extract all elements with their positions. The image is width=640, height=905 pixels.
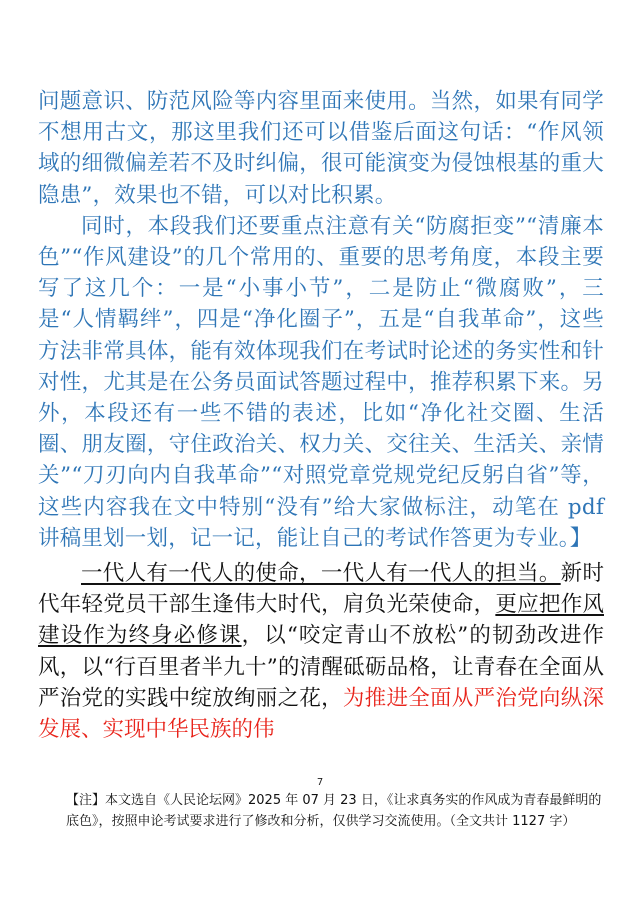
commentary-paragraph-2: 同时，本段我们还要重点注意有关“防腐拒变”“清廉本色”“作风建设”的几个常用的、重要的思考角度，本段主要写了这几个：一是“小事小节”，二是防止“微腐败”，三是“人情羁绊”，四是“净化圈子”，五是“自我革命”，这些方法非常具体，能有效体现我们在考试时论述的务实性和针对性，尤其是在公务员面试答题过程中，推荐积累下来。另外，本段还有一些不错的表述，比如“净化社交圈、生活圈、朋友圈，守住政治关、权力关、交往关、生活关、亲情关”“刀刃向内自我革命”“对照党章党规党纪反躬自省”等，这些内容我在文中特别“没有”给大家做标注，动笔在 pdf 讲稿里划一划，记一记，能让自己的考试作答更为专业。】 [38,213,604,551]
blue-commentary [38,86,604,554]
commentary-paragraph-1: 问题意识、防范风险等内容里面来使用。当然，如果有同学不想用古文，那这里我们还可以借鉴后面这句话：“作风领域的细微偏差若不及时纠偏，很可能演变为侵蚀根基的重大隐患”，效果也不错，可以对比积累。 [38,89,604,208]
footnote [38,790,604,832]
red-highlight: 为推进全面从严治党向纵深发展、实现中华民族的伟 [38,685,604,743]
page-number: 7 [316,777,324,788]
underlined-opening: 一代人有一代人的使命，一代人有一代人的担当。 [81,561,561,587]
article-paragraph [38,558,604,745]
page-body [38,86,604,745]
underlined-phrase: 更应把作风建设作为终身必修课 [38,592,604,649]
footnote-text: 【注】本文选自《人民论坛网》2025 年 07 月 23 日，《让求真务实的作风成为青春最鲜明的底色》，按照申论考试要求进行了修改和分析，仅供学习交流使用。（全文共计 1127 字） [66,793,602,829]
article-text-1: 新时代年轻党员干部生逢伟大时代，肩负光荣使命， [38,561,604,618]
article-text-2: ，以“咬定青山不放松”的韧劲改进作风，以“行百里者半九十”的清醒砥砺品格，让青春在全面从严治党的实践中绽放绚丽之花， [38,623,604,711]
